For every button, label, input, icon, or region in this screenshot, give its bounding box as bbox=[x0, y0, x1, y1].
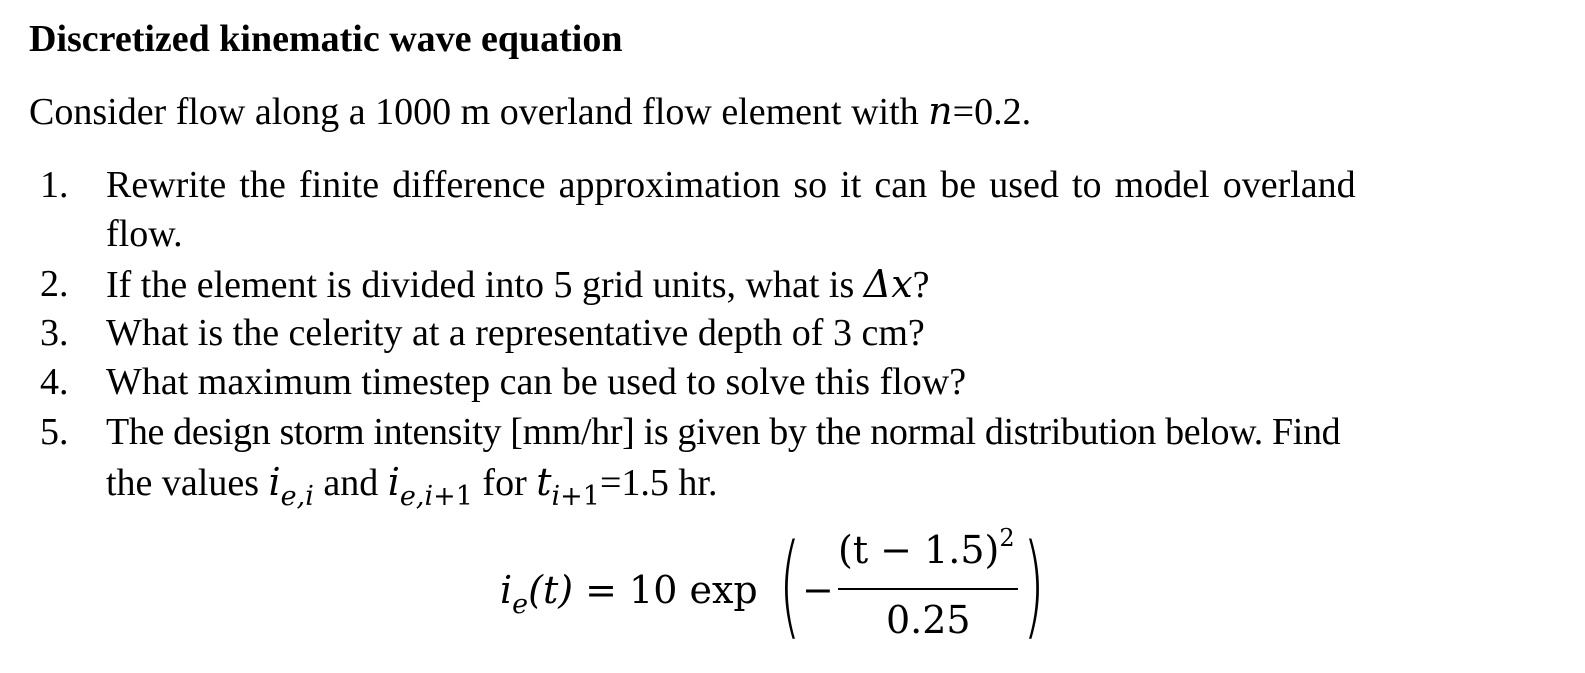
fraction-numerator bbox=[838, 524, 1015, 572]
equation-lhs bbox=[500, 568, 758, 620]
list-item-text-part: the values bbox=[106, 462, 269, 504]
subscript-part: +1 bbox=[433, 481, 473, 512]
subscript-part: e,i bbox=[399, 481, 434, 512]
equation-variable: i bbox=[500, 568, 513, 612]
ie-variable: i bbox=[268, 460, 281, 504]
equation-coefficient: = 10 exp bbox=[573, 568, 758, 612]
t-subscript bbox=[552, 481, 600, 512]
list-item-number: 1. bbox=[40, 164, 69, 206]
intro-text: Consider flow along a 1000 m overland flow element with bbox=[29, 91, 929, 133]
list-item-text: The design storm intensity [mm/hr] is given by the normal distribution below. Find bbox=[106, 411, 1341, 453]
fraction-denominator: 0.25 bbox=[886, 598, 971, 642]
list-item-text-part: ? bbox=[912, 264, 930, 306]
equation-subscript: e bbox=[512, 589, 529, 620]
equation-argument: (t) bbox=[528, 568, 574, 612]
list-item-number: 3. bbox=[40, 312, 69, 354]
subscript-part: +1 bbox=[560, 481, 600, 512]
ie-subscript: e,i bbox=[280, 481, 314, 512]
list-item-text-part: =1.5 hr. bbox=[599, 462, 718, 504]
list-item-text bbox=[106, 259, 930, 310]
intro-value: =0.2. bbox=[952, 91, 1032, 133]
intro-variable: n bbox=[928, 89, 953, 133]
list-item-number: 2. bbox=[40, 263, 69, 305]
list-item-text: What maximum timestep can be used to solve this flow? bbox=[106, 361, 967, 403]
numerator-text: (t − 1.5) bbox=[838, 528, 1000, 572]
list-item-text-part: for bbox=[472, 462, 537, 504]
list-item-number: 4. bbox=[40, 361, 69, 403]
list-item-text bbox=[106, 457, 717, 512]
list-item-text-part: If the element is divided into 5 grid units, what is bbox=[106, 264, 864, 306]
intensity-equation bbox=[500, 521, 1060, 651]
list-item-text-part: and bbox=[313, 462, 388, 504]
subscript-part: i bbox=[551, 481, 561, 512]
delta-x-variable: Δx bbox=[863, 262, 913, 306]
list-item-text: What is the celerity at a representative depth of 3 cm? bbox=[106, 312, 925, 354]
list-item-text: flow. bbox=[106, 213, 183, 255]
ie-next-variable: i bbox=[387, 460, 400, 504]
right-paren: ) bbox=[1022, 521, 1045, 651]
list-item-text: Rewrite the finite difference approximation so it can be used to model overland bbox=[106, 164, 1356, 206]
t-variable: t bbox=[536, 460, 552, 504]
ie-next-subscript bbox=[400, 481, 473, 512]
section-title: Discretized kinematic wave equation bbox=[29, 18, 623, 60]
equation-minus: − bbox=[802, 568, 834, 612]
list-item-number: 5. bbox=[40, 411, 69, 453]
numerator-exponent: 2 bbox=[999, 524, 1015, 552]
intro-paragraph bbox=[29, 86, 1031, 137]
left-paren: ( bbox=[778, 521, 801, 651]
fraction-bar bbox=[838, 588, 1018, 590]
